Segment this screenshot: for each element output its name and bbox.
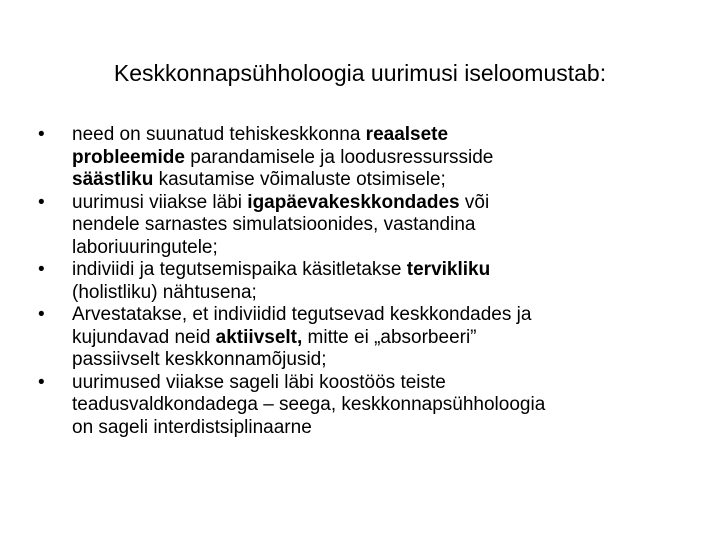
bullet-line (72, 259, 698, 282)
bullet-marker: • (38, 371, 45, 393)
bullet-text: kasutamise võimaluste otsimisele; (153, 169, 446, 190)
bullet-line (72, 394, 698, 417)
bullet-line (72, 147, 698, 170)
bullet-marker: • (38, 304, 45, 325)
bullet-line (72, 417, 698, 440)
bullet-text: (holistliku) nähtusena; (72, 281, 257, 303)
bullet-text-bold: probleemide (72, 146, 185, 168)
bullet-text-bold: igapäevakeskkondades (247, 191, 460, 213)
bullet-text-bold: aktiivselt, (215, 326, 303, 348)
bullet-text-bold: reaalsete (365, 124, 449, 145)
bullet-text: uurimusi viiakse läbi (72, 191, 248, 213)
bullet-item (38, 304, 698, 372)
bullet-text: nendele sarnastes simulatsioonides, vastandina (72, 214, 476, 235)
bullet-marker: • (38, 191, 45, 213)
bullet-item (38, 259, 698, 304)
bullet-line (72, 349, 698, 372)
bullet-text: uurimused viiakse sageli läbi koostöös teiste (72, 371, 446, 393)
bullet-text: teadusvaldkondadega – seega, keskkonnapsühholoogia (72, 394, 546, 415)
bullet-line (72, 282, 698, 305)
bullet-text-bold: säästliku (72, 169, 154, 190)
bullet-line (72, 169, 698, 192)
bullet-text: kujundavad neid (72, 326, 216, 348)
slide-title: Keskkonnapsühholoogia uurimusi iseloomustab: (113, 60, 607, 86)
bullet-item (38, 124, 698, 192)
bullet-line (72, 237, 698, 260)
bullet-list (38, 124, 698, 439)
bullet-text: need on suunatud tehiskeskkonna (72, 124, 366, 145)
bullet-item (38, 192, 698, 260)
bullet-line (72, 372, 698, 395)
bullet-marker: • (38, 259, 45, 280)
bullet-item (38, 372, 698, 440)
bullet-text: Arvestatakse, et indiviidid tegutsevad keskkondades ja (72, 304, 532, 325)
bullet-text: parandamisele ja loodusressursside (184, 146, 494, 168)
bullet-text: indiviidi ja tegutsemispaika käsitletakse (72, 259, 407, 280)
bullet-line (72, 327, 698, 350)
bullet-text: on sageli interdistsiplinaarne (72, 416, 312, 438)
bullet-text: mitte ei „absorbeeri” (302, 326, 477, 348)
bullet-line (72, 214, 698, 237)
bullet-text-bold: tervikliku (406, 259, 491, 280)
bullet-line (72, 124, 698, 147)
bullet-text: passiivselt keskkonnamõjusid; (72, 349, 327, 370)
bullet-marker: • (38, 124, 45, 145)
bullet-text: või (459, 191, 490, 213)
bullet-text: laboriuuringutele; (72, 236, 218, 258)
bullet-line (72, 304, 698, 327)
bullet-line (72, 192, 698, 215)
